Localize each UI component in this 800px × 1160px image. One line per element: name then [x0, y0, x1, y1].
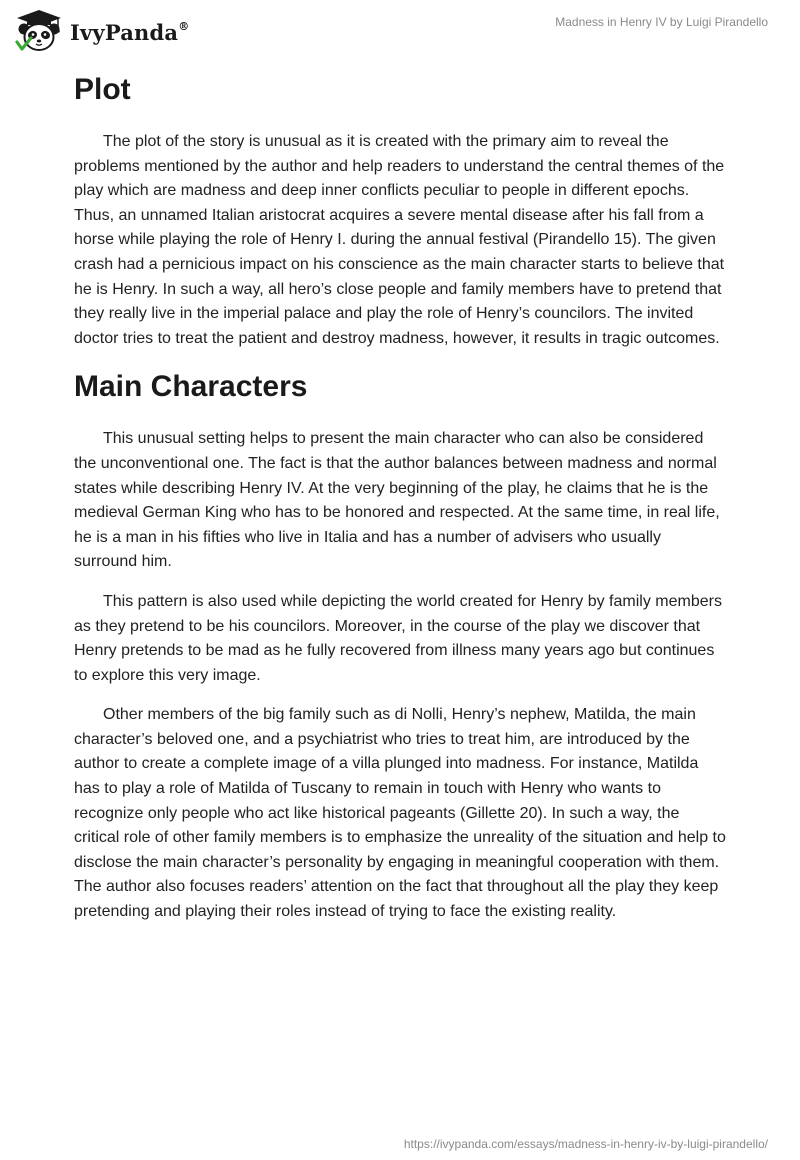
brand-logo[interactable] [14, 8, 189, 54]
section-heading-plot: Plot [74, 73, 131, 106]
characters-paragraph-3: Other members of the big family such as di Nolli, Henry’s nephew, Matilda, the main character’s beloved one, and a psychiatrist who tries to treat him, are introduced by the author to create a complete image of a villa plunged into madness. For instance, Matilda has to play a role of Matilda of Tuscany to remain in touch with Henry who wants to recognize only people who act like historical pageants (Gillette 20). In such a way, the critical role of other family members is to emphasize the unreality of the situation and help to disclose the main character’s personality by engaging in meaningful cooperation with them. The author also focuses readers’ attention on the fact that throughout all the play they keep pretending and playing their roles instead of trying to face the existing reality. [74, 706, 726, 921]
characters-paragraph-2: This pattern is also used while depicting the world created for Henry by family members as they pretend to be his councilors. Moreover, in the course of the play we discover that Henry pretends to be mad as he fully recovered from illness many years ago but continues to explore this very image. [74, 592, 722, 684]
registered-mark: ® [178, 19, 190, 33]
source-url-link[interactable]: https://ivypanda.com/essays/madness-in-henry-iv-by-luigi-pirandello/ [403, 1137, 768, 1151]
section-heading-main-characters: Main Characters [74, 370, 308, 404]
plot-paragraph: The plot of the story is unusual as it is created with the primary aim to reveal the problems mentioned by the author and help readers to understand the central themes of the play which are madness and deep inner conflicts peculiar to people in different epochs. Thus, an unnamed Italian aristocrat acquires a severe mental disease after his fall from a horse while playing the role of Henry I. during the annual festival (Pirandello 15). The given crash had a pernicious impact on his conscience as the main character starts to believe that he is Henry. In such a way, all hero’s close people and family members have to pretend that they really live in the imperial palace and play the role of Henry’s councilors. The invited doctor tries to treat the patient and destroy madness, however, it results in tragic outcomes. [74, 133, 725, 347]
panda-logo-icon [14, 8, 64, 54]
page-header [0, 0, 800, 64]
characters-paragraph-1: This unusual setting helps to present the main character who can also be considered the unconventional one. The fact is that the author balances between madness and normal states while describing Henry IV. At the very beginning of the play, he claims that he is the medieval German King who has to be honored and respected. At the same time, in real life, he is a man in his fifties who live in Italia and has a number of advisers who usually surround him. [74, 430, 720, 571]
document-title: Madness in Henry IV by Luigi Pirandello [555, 15, 768, 29]
brand-name: IvyPanda® [70, 19, 190, 45]
essay-content [74, 70, 726, 940]
